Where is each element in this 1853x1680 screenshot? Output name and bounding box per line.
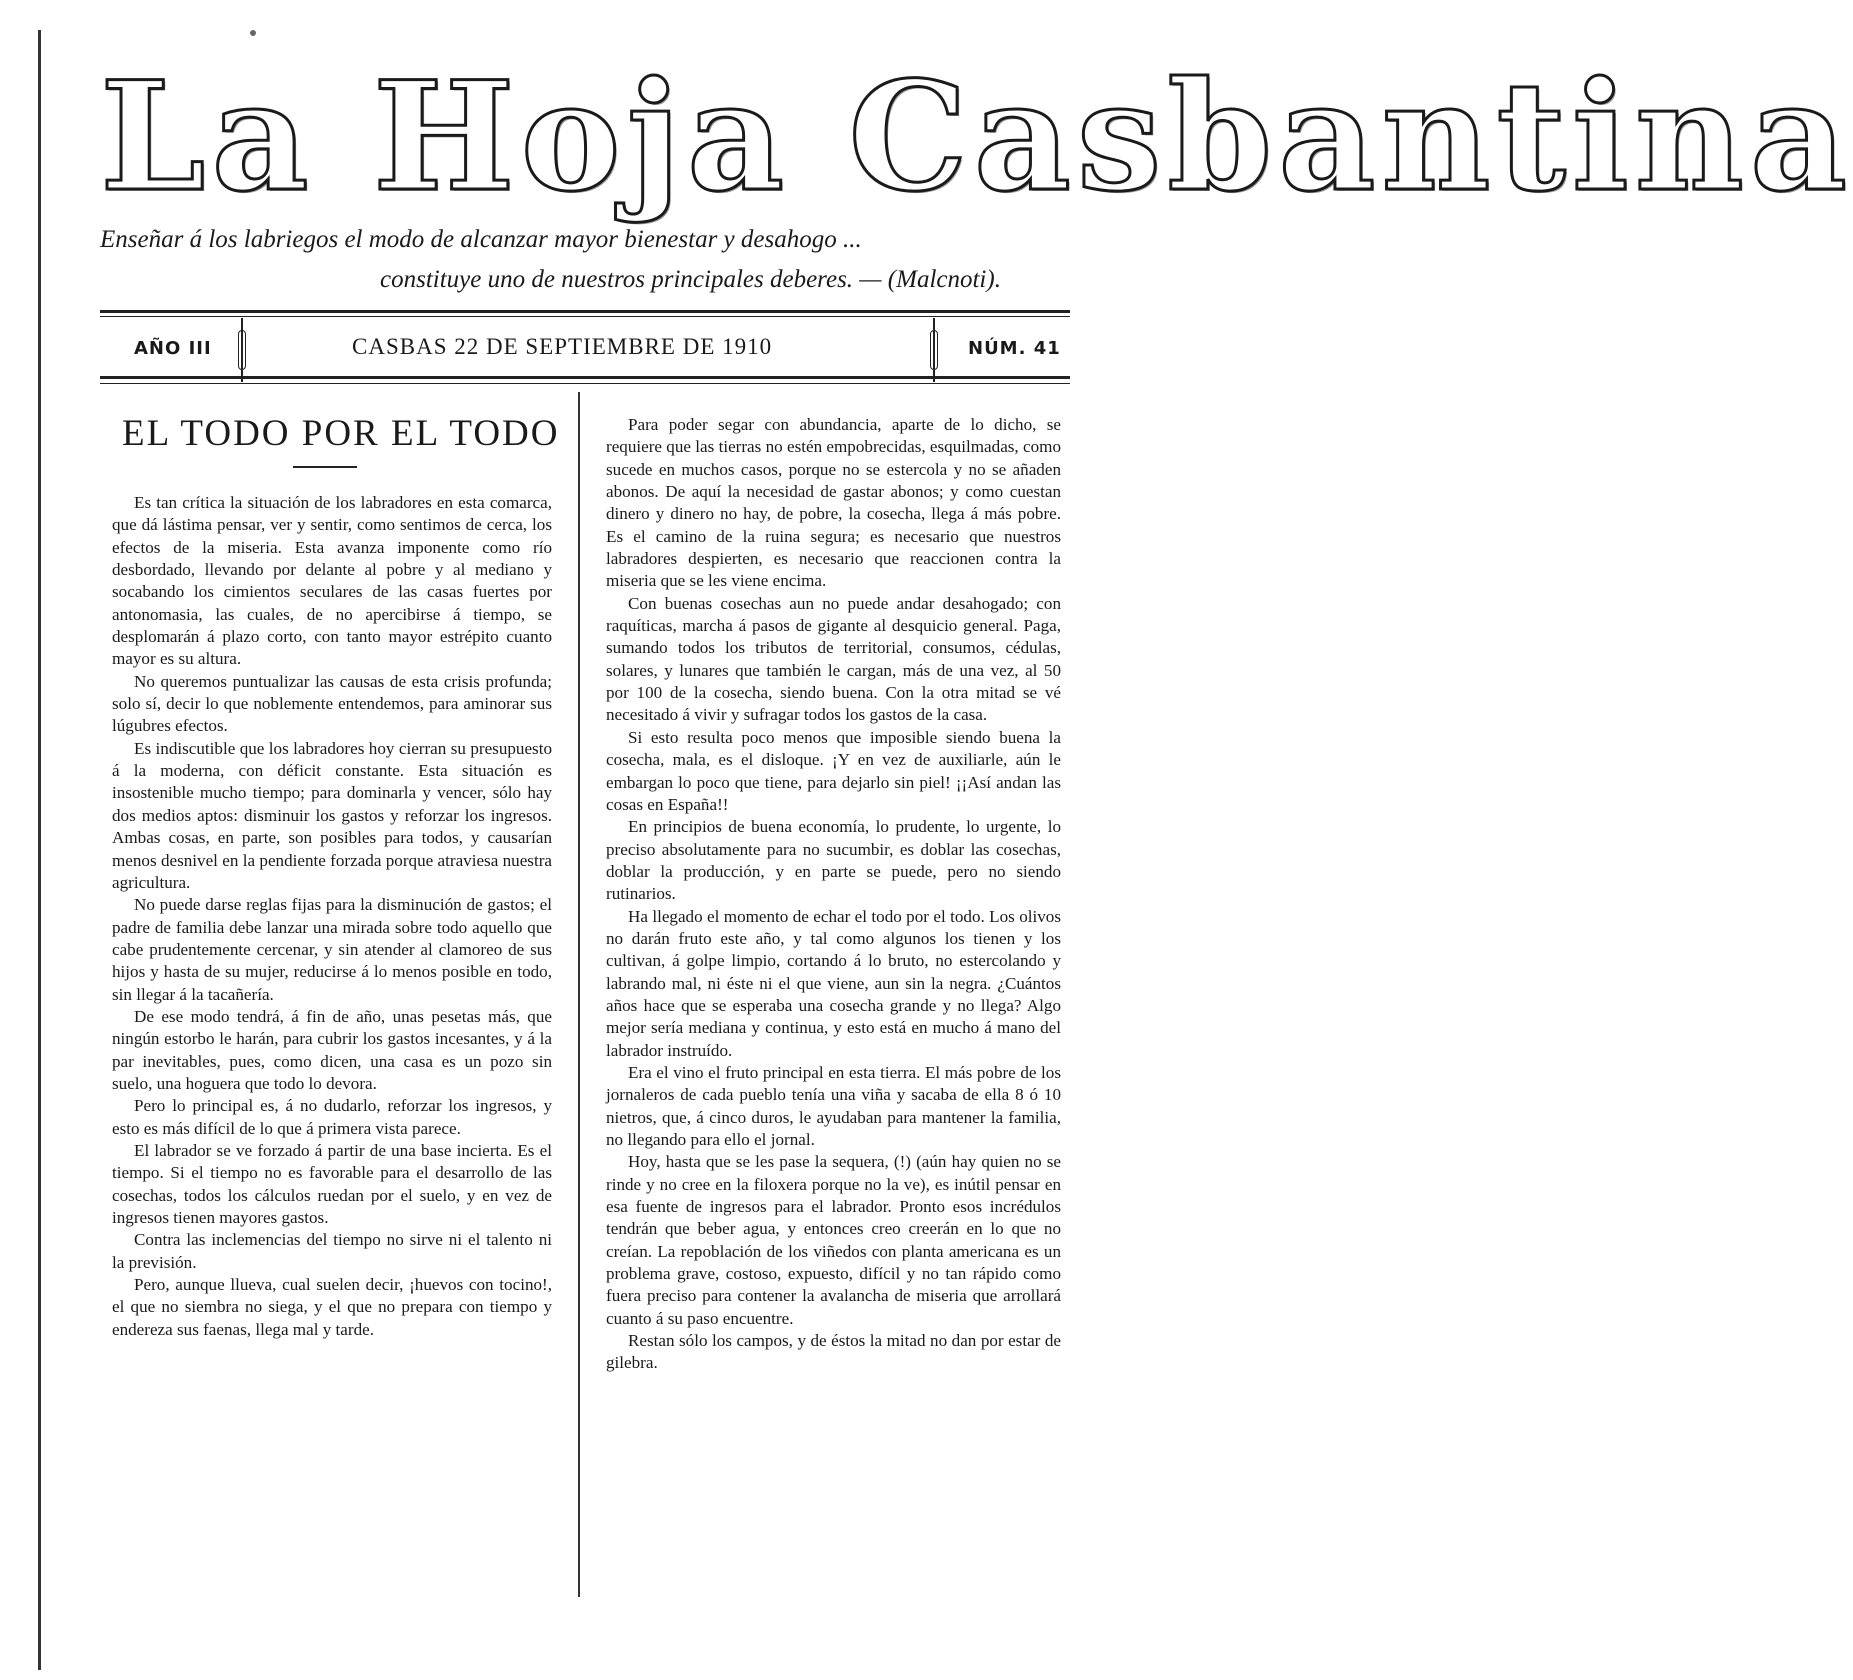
paragraph: Con buenas cosechas aun no puede andar desahogado; con raquíticas, marcha á pasos de gigante al desquicio general. Paga, sumando todos los tributos de territorial, consumos, cédulas, solares, y lunares que también le cargan, más de una vez, al 50 por 100 de la cosecha, siendo buena. Con la otra mitad se vé necesitado á vivir y sufragar todos los gastos de la casa. (606, 593, 1061, 725)
dateline-rule-bottom (100, 376, 1070, 379)
masthead-title: La Hoja Casbantina (100, 49, 1853, 225)
column-divider (578, 392, 580, 1597)
paragraph: Si esto resulta poco menos que imposible siendo buena la cosecha, mala, es el disloque. ¡Y en vez de auxiliarle, aún le embargan lo poco que tiene, para dejarlo sin piel! ¡¡Así andan las cosas en España!! (606, 727, 1061, 814)
print-speck (250, 30, 256, 36)
dateline-rule-top-thin (100, 316, 1070, 317)
paragraph: Pero, aunque llueva, cual suelen decir, ¡huevos con tocino!, el que no siembra no siega, y el que no prepara con tiempo y endereza sus faenas, llega mal y tarde. (112, 1275, 552, 1339)
ornament-left (238, 318, 246, 382)
paragraph: Es indiscutible que los labradores hoy cierran su presupuesto á la moderna, con déficit constante. Esta situación es insostenible mucho tiempo; para dominarla y vencer, sólo hay dos medios aptos: disminuir los gastos y reforzar los ingresos. Ambas cosas, en parte, son posibles para todos, y causarían menos desnivel en la pendiente forzada porque atraviesa nuestra agricultura. (112, 738, 552, 892)
right-column (606, 414, 1061, 1375)
paragraph: No queremos puntualizar las causas de esta crisis profunda; solo sí, decir lo que noblemente entendemos, para aminorar sus lúgubres efectos. (112, 671, 552, 736)
paragraph: Ha llegado el momento de echar el todo por el todo. Los olivos no darán fruto este año, y tal como algunos los tienen y los cultivan, á golpe limpio, cortando á lo bruto, no estercolando y labrando mal, ni éste ni el que viene, aun sin la negra. ¿Cuántos años hace que se esperaba una cosecha grande y no llega? Algo mejor sería mediana y continua, y esto está en mucho á mano del labrador instruído. (606, 906, 1061, 1060)
title-underline (293, 466, 357, 468)
paragraph: Restan sólo los campos, y de éstos la mitad no dan por estar de gilebra. (606, 1331, 1061, 1373)
issue-year: AÑO III (134, 338, 212, 359)
issue-number: NÚM. 41 (968, 338, 1061, 359)
paragraph: En principios de buena economía, lo prudente, lo urgente, lo preciso absolutamente para no sucumbir, es doblar las cosechas, doblar la producción, y en parte se puede, pero no siendo rutinarios. (606, 817, 1061, 904)
page-edge-line (38, 30, 41, 1670)
article-title: EL TODO POR EL TODO (122, 413, 560, 454)
paragraph: Pero lo principal es, á no dudarlo, reforzar los ingresos, y esto es más difícil de lo que á primera vista parece. (112, 1096, 552, 1138)
paragraph: De ese modo tendrá, á fin de año, unas pesetas más, que ningún estorbo le harán, para cubrir los gastos incesantes, y á la par inevitables, pues, como dicen, una casa es un pozo sin suelo, una hoguera que todo lo devora. (112, 1006, 552, 1093)
motto-line-1: Enseñar á los labriegos el modo de alcanzar mayor bienestar y desahogo ... (100, 226, 862, 253)
motto-line-2: constituye uno de nuestros principales deberes. — (Malcnoti). (380, 266, 1001, 293)
dateline-rule-top (100, 310, 1070, 313)
issue-date: CASBAS 22 DE SEPTIEMBRE DE 1910 (352, 334, 773, 359)
paragraph: Contra las inclemencias del tiempo no sirve ni el talento ni la previsión. (112, 1230, 552, 1272)
paragraph: El labrador se ve forzado á partir de una base incierta. Es el tiempo. Si el tiempo no es favorable para el desarrollo de las cosechas, todos los cálculos ruedan por el suelo, y en vez de ingresos tienen mayores gastos. (112, 1140, 552, 1227)
paragraph: Hoy, hasta que se les pase la sequera, (!) (aún hay quien no se rinde y no cree en la filoxera porque no la ve), es inútil pensar en esa fuente de ingresos para el labrador. Pronto esos incrédulos tendrán que beber agua, y entonces creo creerán en lo que no creían. La repoblación de los viñedos con planta americana es un problema grave, costoso, expuesto, difícil y no tan rápido como fuera preciso para contener la avalancha de miseria que arrollará cuanto á su paso encuentre. (606, 1152, 1061, 1328)
paragraph: No puede darse reglas fijas para la disminución de gastos; el padre de familia debe lanzar una mirada sobre todo aquello que cabe prudentemente cercenar, y sin atender al clamoreo de sus hijos y hasta de su mujer, reducirse á lo menos posible en todo, sin llegar á la tacañería. (112, 895, 552, 1004)
left-column (112, 492, 552, 1341)
paragraph: Es tan crítica la situación de los labradores en esta comarca, que dá lástima pensar, ver y sentir, como sentimos de cerca, los efectos de la miseria. Esta avanza imponente como río desbordado, llevando por delante al pobre y al mediano y socabando los cimientos seculares de las casas fuertes por antonomasia, las cuales, de no apercibirse á tiempo, se desplomarán á plazo corto, con tanto mayor estrépito cuanto mayor es su altura. (112, 493, 552, 669)
paragraph: Para poder segar con abundancia, aparte de lo dicho, se requiere que las tierras no estén empobrecidas, esquilmadas, como sucede en muchos casos, porque no se estercola y no se añaden abonos. De aquí la necesidad de gastar abonos; y como cuestan dinero y dinero no hay, de pobre, la cosecha, llega á más pobre. Es el camino de la ruina segura; es necesario que nuestros labradores despierten, es necesario que reaccionen contra la miseria que se les viene encima. (606, 415, 1061, 591)
paragraph: Era el vino el fruto principal en esta tierra. El más pobre de los jornaleros de cada pueblo tenía una viña y sacaba de ella 8 ó 10 nietros, que, á cinco duros, le ayudaban para mantener la familia, no llegando para ello el jornal. (606, 1062, 1061, 1149)
dateline-rule-bottom-thin (100, 383, 1070, 384)
ornament-right (930, 318, 938, 382)
